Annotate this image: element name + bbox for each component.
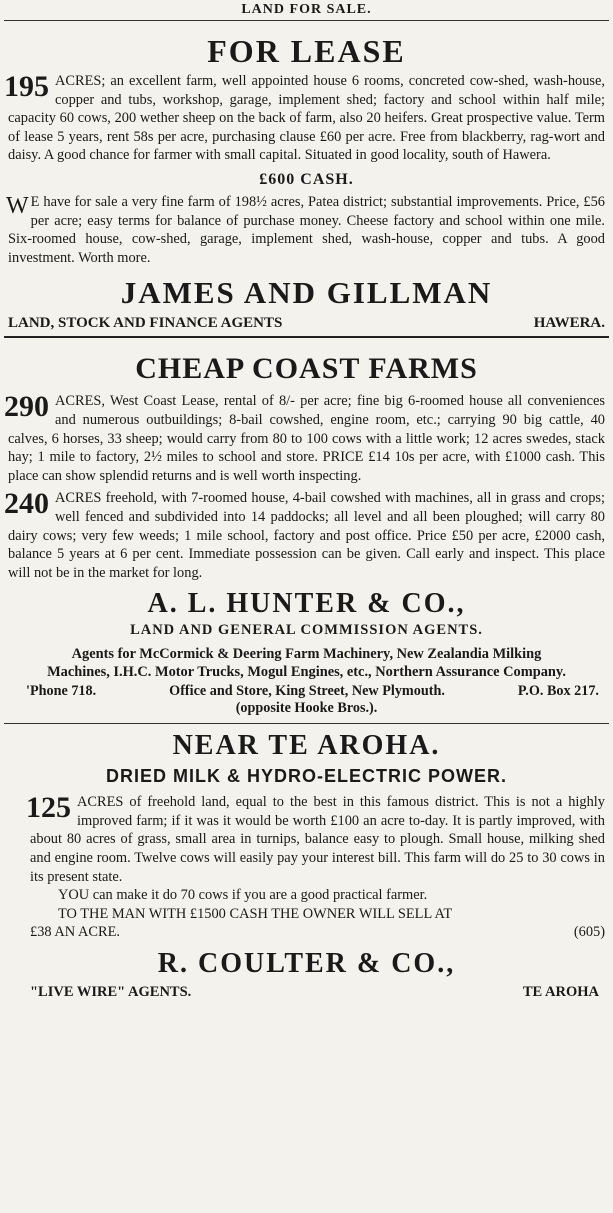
section-header: LAND FOR SALE. xyxy=(241,2,372,17)
divider xyxy=(4,336,609,338)
coast-farm-2-text: ACRES freehold, with 7-roomed house, 4-bail cowshed with machines, all in grass and crops; well fenced and subdivided into 14 paddocks; all level and all been ploughed; will carry 80 dairy cows; very few weeds; 1 mile school, factory and post office. Price £50 per acre, £2000 cash, balance 5 years at 6 per cent. Immediate possession can be given. Call early and inspect. This place will not be in the market for long. xyxy=(8,490,605,581)
hunter-opposite: (opposite Hooke Bros.). xyxy=(235,700,378,717)
aroha-title: NEAR TE AROHA. xyxy=(172,730,441,762)
acreage-number: 195 xyxy=(4,70,49,103)
acreage-number: 290 xyxy=(4,390,49,424)
divider xyxy=(4,20,609,21)
agents-label: LAND, STOCK AND FINANCE AGENTS xyxy=(8,315,283,332)
lease-title: FOR LEASE xyxy=(207,33,406,69)
aroha-line-1: YOU can make it do 70 cows if you are a good practical farmer. xyxy=(58,887,428,904)
po-box: P.O. Box 217. xyxy=(517,683,599,700)
coast-farm-1 xyxy=(4,390,605,485)
coulter-footer xyxy=(30,984,599,1001)
cash-heading: £600 CASH. xyxy=(259,170,354,188)
aroha-line-3: £38 AN ACRE. xyxy=(30,924,120,941)
agents-place: HAWERA. xyxy=(533,315,605,332)
phone-number: 'Phone 718. xyxy=(26,683,97,700)
lease-ad xyxy=(4,70,605,165)
coulter-place: TE AROHA xyxy=(522,984,599,1001)
aroha-text: ACRES of freehold land, equal to the best in this famous district. This is not a highly improved farm; if it was it would be worth £100 an acre to-day. It is partly improved, with about 80 acres of grass, small area in turnips, balance easy to plough. Small house, milking shed and engine room. Twelve cows will easily pay your interest bill. This farm will do 25 to 30 cows in its present state. xyxy=(30,794,605,885)
aroha-ad xyxy=(26,791,605,886)
hunter-name: A. L. HUNTER & CO., xyxy=(147,588,466,620)
coast-title: CHEAP COAST FARMS xyxy=(135,352,478,386)
ad-reference: (605) xyxy=(573,924,605,941)
hunter-description: Agents for McCormick & Deering Farm Machinery, New Zealandia Milking Machines, I.H.C. Motor Trucks, Mogul Engines, etc., Northern Assurance Company. xyxy=(47,646,566,681)
aroha-line-2: TO THE MAN WITH £1500 CASH THE OWNER WILL SELL AT xyxy=(58,905,453,922)
coast-farm-1-text: ACRES, West Coast Lease, rental of 8/- per acre; fine big 6-roomed house all conveniences and numerous outbuildings; 8-bail cowshed, engine room, etc.; carrying 90 big cattle, 40 calves, 6 horses, 33 sheep; would carry from 80 to 100 cows with a little work; 12 acres swedes, stack hay; 1 mile to factory, 2½ miles to school and store. PRICE £14 10s per acre, with £1000 cash. This place can show splendid returns and is well worth inspecting. xyxy=(8,393,605,484)
aroha-price-row xyxy=(30,923,605,942)
james-gillman-name: JAMES AND GILLMAN xyxy=(120,275,493,311)
patea-text: E have for sale a very fine farm of 198½ acres, Patea district; substantial improvements. Price, £56 per acre; easy terms for balance of purchase money. Cheese factory and school within one mile. Six-roomed house, cow-shed, garage, implement shed, wash-house, copper and tubs. A good investment. Worth more. xyxy=(8,193,605,266)
divider xyxy=(4,723,609,724)
acreage-number: 125 xyxy=(26,791,71,825)
coulter-agents: "LIVE WIRE" AGENTS. xyxy=(30,984,192,1001)
hunter-agents: LAND AND GENERAL COMMISSION AGENTS. xyxy=(130,622,483,639)
office-address: Office and Store, King Street, New Plymouth. xyxy=(169,683,445,700)
coulter-name: R. COULTER & CO., xyxy=(157,948,456,980)
patea-ad xyxy=(8,193,605,267)
acreage-number: 240 xyxy=(4,487,49,521)
coast-farm-2 xyxy=(4,487,605,582)
lease-text: ACRES; an excellent farm, well appointed house 6 rooms, concreted cow-shed, wash-house, copper and tubs, workshop, garage, implement shed; factory and school within half mile; capacity 60 cows, 200 wether sheep on the back of farm, also 20 heifers. Great prospective value. Term of lease 5 years, rent 58s per acre, purchasing clause £60 per acre. Free from blackberry, rag-wort and daisy. A good chance for farmer with small capital. Situated in good locality, south of Hawera. xyxy=(8,73,605,164)
drop-cap: W xyxy=(6,192,29,219)
hunter-contact xyxy=(26,683,599,700)
aroha-subtitle: DRIED MILK & HYDRO-ELECTRIC POWER. xyxy=(106,766,507,787)
james-gillman-footer xyxy=(8,315,605,332)
